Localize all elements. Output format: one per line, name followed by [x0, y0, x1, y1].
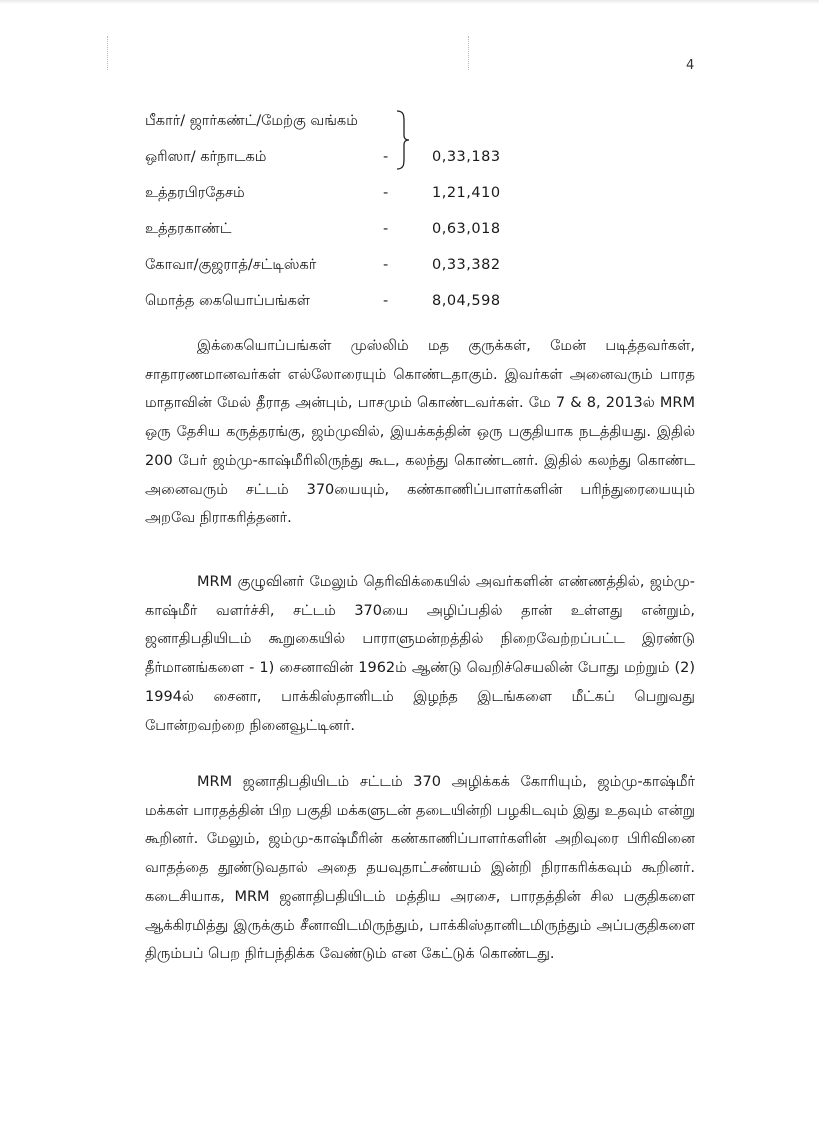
- stat-value: 1,21,410: [432, 185, 501, 201]
- stat-value: 0,33,382: [432, 257, 501, 273]
- paragraph-text: இக்கையொப்பங்கள் முஸ்லிம் மத குருக்கள், மேன் படித்தவர்கள், சாதாரணமானவர்கள் எல்லோரையும் கொண்டதாகும். இவர்கள் அனைவரும் பாரத மாதாவின் மேல் தீராத அன்பும், பாசமும் கொண்டவர்கள். மே 7 & 8, 2013ல் MRM ஒரு தேசிய கருத்தரங்கு, ஜம்முவில், இயக்கத்தின் ஒரு பகுதியாக நடத்தியது. இதில் 200 பேர் ஜம்மு-காஷ்மீரிலிருந்து கூட, கலந்து கொண்டனர். இதில் கலந்து கொண்ட அனைவரும் சட்டம் 370யையும், கண்காணிப்பாளர்களின் பரிந்துரையையும் அறவே நிராகரித்தனர்.: [145, 338, 695, 527]
- stat-value: 0,63,018: [432, 221, 501, 237]
- scan-artifact: [468, 36, 470, 70]
- scan-artifact: [107, 36, 109, 70]
- stat-dash: -: [383, 293, 389, 309]
- paragraph: [145, 568, 695, 740]
- stat-row: [145, 141, 545, 177]
- stat-label: ஒரிஸா/ கர்நாடகம்: [145, 149, 267, 165]
- stat-row: [145, 213, 545, 249]
- page-top-edge: [0, 0, 819, 4]
- stat-row: [145, 177, 545, 213]
- stat-value: 0,33,183: [432, 149, 501, 165]
- stat-dash: -: [383, 221, 389, 237]
- stat-value: 8,04,598: [432, 293, 501, 309]
- stat-label: பீகார்/ ஜார்கண்ட்/மேற்கு வங்கம்: [145, 113, 358, 129]
- stat-dash: -: [383, 257, 389, 273]
- stat-label: உத்தரபிரதேசம்: [145, 185, 245, 201]
- stat-row: [145, 249, 545, 285]
- stat-dash: -: [383, 185, 389, 201]
- paragraph-text: MRM குழுவினர் மேலும் தெரிவிக்கையில் அவர்களின் எண்ணத்தில், ஜம்மு-காஷ்மீர் வளர்ச்சி, சட்டம் 370யை அழிப்பதில் தான் உள்ளது என்றும், ஜனாதிபதியிடம் கூறுகையில் பாராளுமன்றத்தில் நிறைவேற்றப்பட்ட இரண்டு தீர்மானங்களை - 1) சைனாவின் 1962ம் ஆண்டு வெறிச்செயலின் போது மற்றும் (2) 1994ல் சைனா, பாக்கிஸ்தானிடம் இழந்த இடங்களை மீட்கப் பெறுவது போன்றவற்றை நினைவூட்டினர்.: [145, 574, 695, 734]
- stat-dash: -: [383, 149, 389, 165]
- paragraph: [145, 768, 695, 969]
- stat-label: மொத்த கையொப்பங்கள்: [145, 293, 310, 309]
- page-number: 4: [686, 58, 695, 73]
- stat-row-total: [145, 285, 545, 321]
- stat-label: கோவா/குஜராத்/சட்டிஸ்கர்: [145, 257, 317, 273]
- stat-row: [145, 105, 545, 141]
- paragraph-text: MRM ஜனாதிபதியிடம் சட்டம் 370 அழிக்கக் கோரியும், ஜம்மு-காஷ்மீர் மக்கள் பாரதத்தின் பிற பகுதி மக்களுடன் தடையின்றி பழகிடவும் இது உதவும் என்று கூறினர். மேலும், ஜம்மு-காஷ்மீரின் கண்காணிப்பாளர்களின் அறிவுரை பிரிவினை வாதத்தை தூண்டுவதால் அதை தயவுதாட்சண்யம் இன்றி நிராகரிக்கவும் கூறினர். கடைசியாக, MRM ஜனாதிபதியிடம் மத்திய அரசை, பாரதத்தின் சில பகுதிகளை ஆக்கிரமித்து இருக்கும் சீனாவிடமிருந்தும், பாக்கிஸ்தானிடமிருந்தும் அப்பகுதிகளை திரும்பப் பெற நிர்பந்திக்க வேண்டும் என கேட்டுக் கொண்டது.: [145, 774, 695, 963]
- paragraph: [145, 332, 695, 533]
- signature-stats-list: [145, 105, 545, 321]
- stat-label: உத்தரகாண்ட்: [145, 221, 232, 237]
